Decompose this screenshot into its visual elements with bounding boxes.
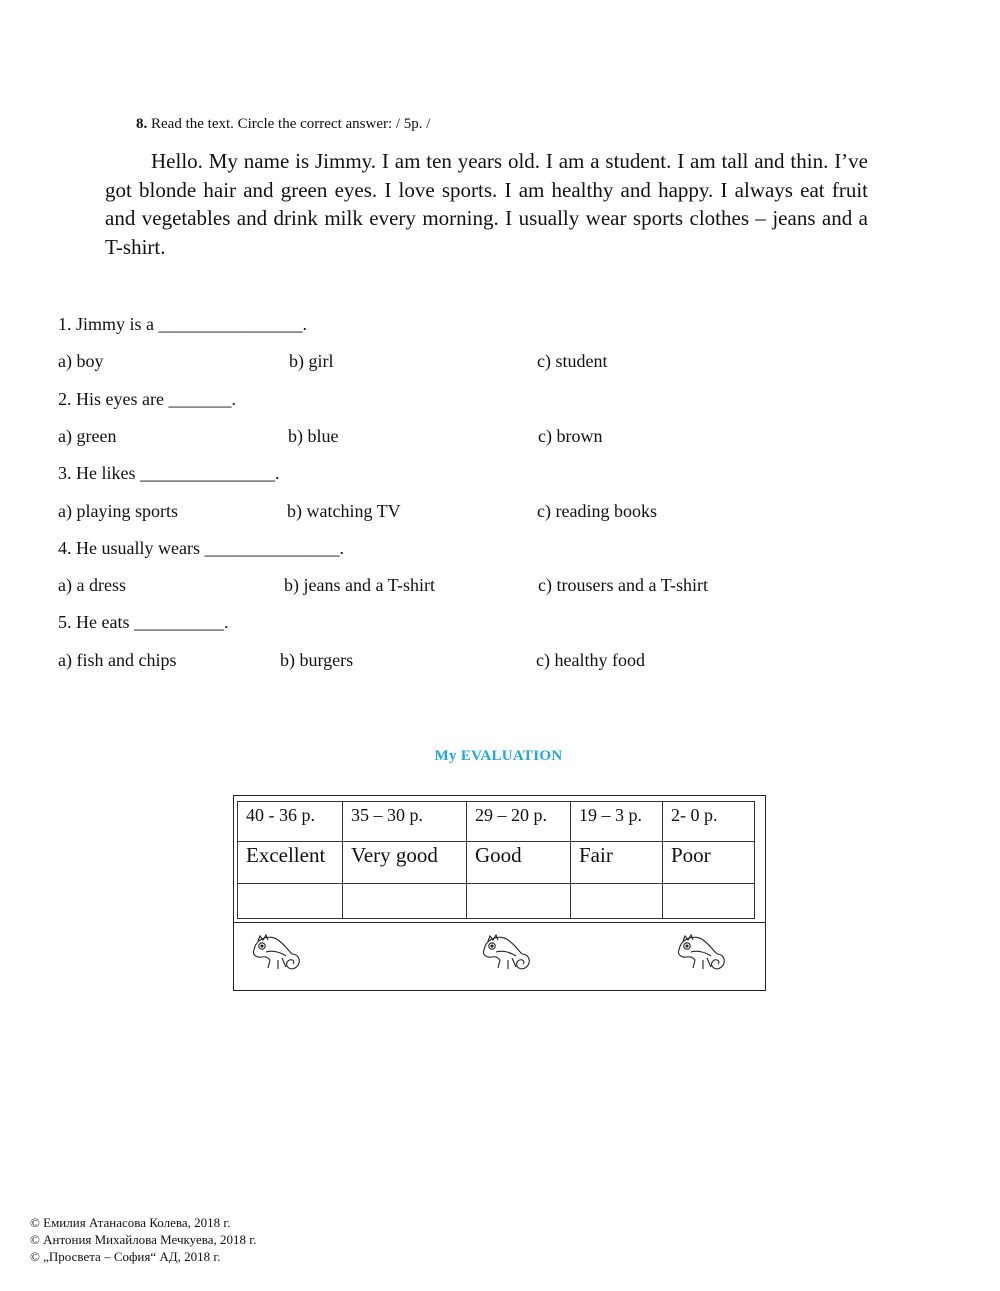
- footer-copyright-1: © Емилия Атанасова Колева, 2018 г.: [30, 1215, 231, 1230]
- question-2-option-b[interactable]: b) blue: [288, 426, 339, 446]
- range-cell: 40 - 36 p.: [238, 802, 343, 842]
- grade-label: Very good: [343, 842, 467, 884]
- question-3-option-c[interactable]: c) reading books: [537, 501, 657, 521]
- task-number: 8.: [136, 116, 148, 132]
- mark-cell[interactable]: [467, 884, 571, 919]
- question-4-prompt: 4. He usually wears _______________.: [58, 538, 344, 558]
- question-5-option-c[interactable]: c) healthy food: [536, 650, 645, 670]
- range-cell: 29 – 20 p.: [467, 802, 571, 842]
- footer-copyright-2: © Антония Михайлова Мечкуева, 2018 г.: [30, 1232, 257, 1247]
- question-4-option-b[interactable]: b) jeans and a T-shirt: [284, 575, 435, 595]
- evaluation-heading: My EVALUATION: [434, 748, 563, 764]
- grade-label: Good: [467, 842, 571, 884]
- chameleon-icon: [478, 928, 534, 974]
- grade-label: Fair: [571, 842, 663, 884]
- question-2-option-c[interactable]: c) brown: [538, 426, 603, 446]
- question-4-option-c[interactable]: c) trousers and a T-shirt: [538, 575, 708, 595]
- range-cell: 2- 0 p.: [663, 802, 755, 842]
- range-cell: 19 – 3 p.: [571, 802, 663, 842]
- question-4-option-a[interactable]: a) a dress: [58, 575, 126, 595]
- range-cell: 35 – 30 p.: [343, 802, 467, 842]
- mark-cell[interactable]: [663, 884, 755, 919]
- evaluation-table: [237, 801, 755, 919]
- question-5-option-b[interactable]: b) burgers: [280, 650, 354, 670]
- evaluation-divider: [233, 922, 766, 923]
- evaluation-mark-row: [238, 884, 755, 919]
- evaluation-label-row: [238, 842, 755, 884]
- question-3-prompt: 3. He likes _______________.: [58, 463, 280, 483]
- question-5-option-a[interactable]: a) fish and chips: [58, 650, 177, 670]
- question-1-option-b[interactable]: b) girl: [289, 351, 334, 371]
- chameleon-icon: [673, 928, 729, 974]
- mark-cell[interactable]: [571, 884, 663, 919]
- grade-label: Poor: [663, 842, 755, 884]
- grade-label: Excellent: [238, 842, 343, 884]
- question-1-prompt: 1. Jimmy is a ________________.: [58, 314, 308, 334]
- question-3-option-b[interactable]: b) watching TV: [287, 501, 401, 521]
- question-3-option-a[interactable]: a) playing sports: [58, 501, 178, 521]
- footer-copyright-3: © „Просвета – София“ АД, 2018 г.: [30, 1249, 221, 1264]
- evaluation-range-row: [238, 802, 755, 842]
- mark-cell[interactable]: [238, 884, 343, 919]
- question-5-prompt: 5. He eats __________.: [58, 612, 229, 632]
- question-1-option-c[interactable]: c) student: [537, 351, 608, 371]
- question-1-option-a[interactable]: a) boy: [58, 351, 104, 371]
- task-instruction-text: Read the text. Circle the correct answer: / 5p. /: [151, 116, 431, 132]
- reading-passage: Hello. My name is Jimmy. I am ten years old. I am a student. I am tall and thin. I’ve got blonde hair and green eyes. I love sports. I am healthy and happy. I always eat fruit and vegetables and drink milk every morning. I usually wear sports clothes – jeans and a T-shirt.: [105, 149, 868, 259]
- question-2-prompt: 2. His eyes are _______.: [58, 389, 236, 409]
- question-2-option-a[interactable]: a) green: [58, 426, 117, 446]
- mark-cell[interactable]: [343, 884, 467, 919]
- task-instruction: [136, 116, 430, 133]
- chameleon-icon: [248, 928, 304, 974]
